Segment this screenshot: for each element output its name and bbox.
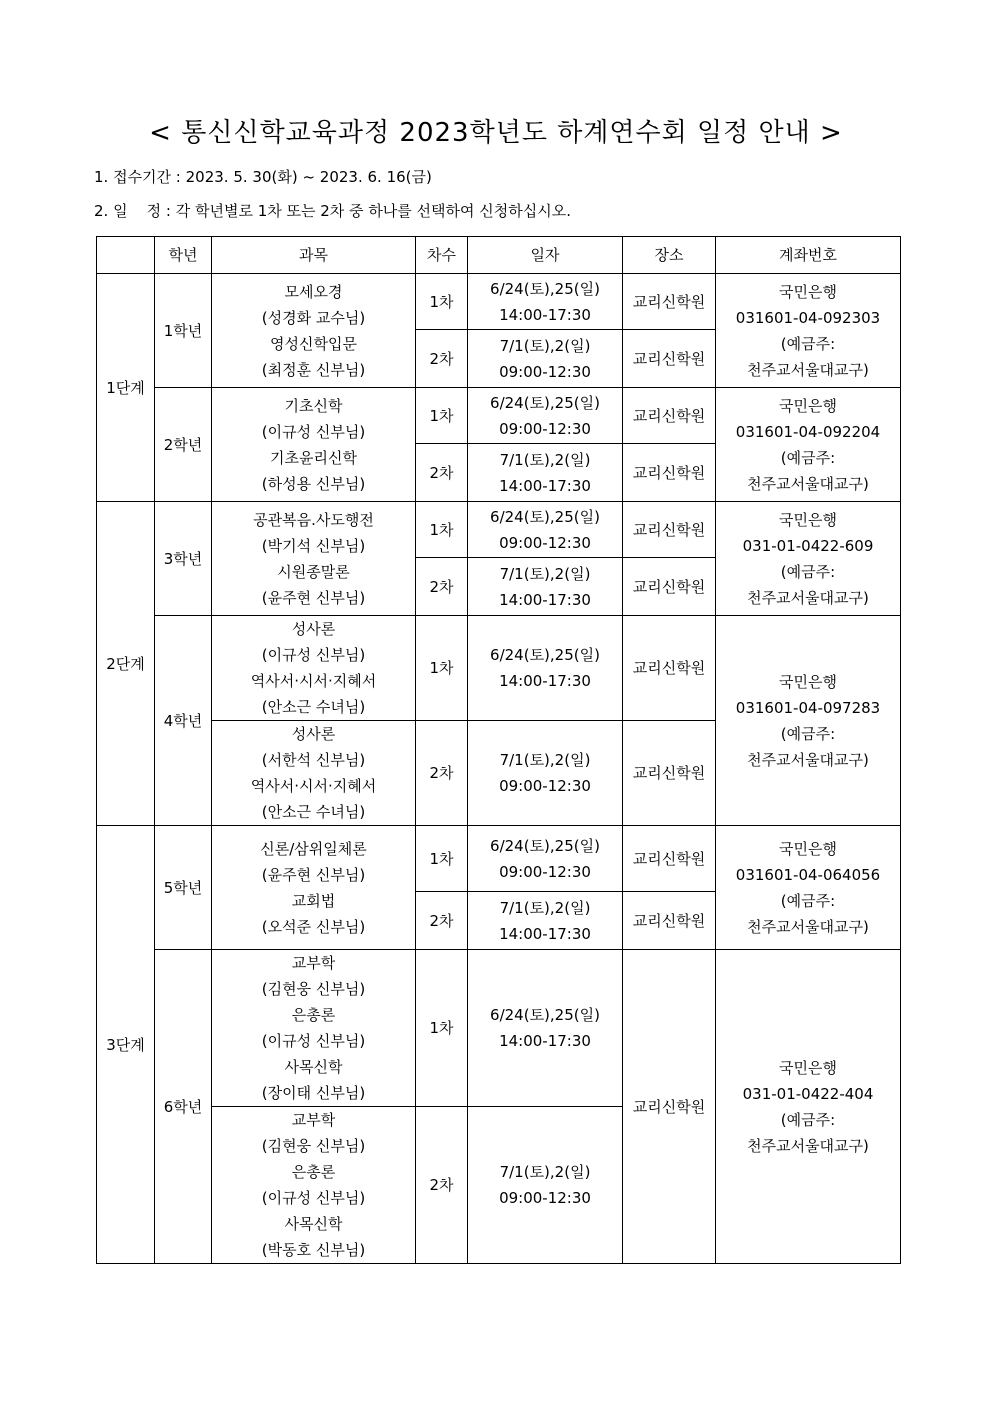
subject-line: 은총론 [291, 1006, 336, 1024]
header-row [97, 237, 901, 274]
subject-line: 성사론 [291, 620, 336, 638]
subject-cell [212, 388, 416, 502]
header-account: 계좌번호 [716, 237, 901, 274]
date-cell [468, 826, 623, 892]
subject-line: (김현웅 신부님) [261, 980, 366, 998]
subject-line: (성경화 교수님) [261, 308, 366, 327]
place-cell: 교리신학원 [623, 826, 716, 892]
grade-cell: 1학년 [155, 274, 212, 388]
grade-cell: 3학년 [155, 502, 212, 616]
table-row [97, 274, 901, 330]
date-line: 6/24(토),25(일) [490, 646, 600, 664]
round-cell: 2차 [416, 558, 468, 616]
round-cell: 1차 [416, 950, 468, 1107]
registration-period: 1. 접수기간 : 2023. 5. 30(화) ~ 2023. 6. 16(금) [94, 168, 432, 186]
place-cell: 교리신학원 [623, 892, 716, 950]
subject-cell [212, 826, 416, 950]
time-line: 09:00-12:30 [499, 362, 591, 381]
subject-line: (박동호 신부님) [261, 1241, 366, 1259]
subject-line: (이규성 신부님) [261, 1032, 366, 1050]
subject-line: (하성용 신부님) [261, 474, 366, 493]
header-grade: 학년 [155, 237, 212, 274]
date-cell [468, 721, 623, 826]
header-subject: 과목 [212, 237, 416, 274]
subject-cell [212, 274, 416, 388]
date-line: 6/24(토),25(일) [490, 1006, 600, 1024]
place-cell: 교리신학원 [623, 330, 716, 388]
account-holder: 천주교서울대교구) [747, 360, 869, 379]
time-line: 14:00-17:30 [499, 590, 591, 609]
round-cell: 1차 [416, 388, 468, 444]
page-title: < 통신신학교육과정 2023학년도 하계연수회 일정 안내 > [149, 118, 843, 148]
place-cell: 교리신학원 [623, 444, 716, 502]
subject-line: (윤주현 신부님) [261, 865, 366, 884]
place-cell: 교리신학원 [623, 502, 716, 558]
date-cell [468, 388, 623, 444]
date-line: 7/1(토),2(일) [499, 336, 591, 355]
time-line: 09:00-12:30 [499, 862, 591, 881]
subject-cell [212, 616, 416, 721]
date-cell [468, 1107, 623, 1264]
subject-line: (안소근 수녀님) [261, 803, 366, 821]
round-cell: 2차 [416, 892, 468, 950]
account-holder: (예금주: [780, 1110, 836, 1129]
bank-name: 국민은행 [779, 1058, 837, 1077]
time-line: 09:00-12:30 [499, 777, 591, 795]
date-cell [468, 616, 623, 721]
subject-line: 역사서·시서·지혜서 [250, 672, 377, 690]
header-round: 차수 [416, 237, 468, 274]
bank-name: 국민은행 [779, 282, 837, 301]
header-place: 장소 [623, 237, 716, 274]
subject-line: (장이태 신부님) [261, 1084, 366, 1102]
grade-cell: 4학년 [155, 616, 212, 826]
subject-line: 영성신학입문 [270, 334, 357, 353]
account-holder: 천주교서울대교구) [747, 588, 869, 607]
account-cell [716, 502, 901, 616]
account-holder: 천주교서울대교구) [747, 750, 869, 769]
subject-line: (이규성 신부님) [261, 422, 366, 441]
subject-line: (박기석 신부님) [261, 536, 366, 555]
grade-cell: 2학년 [155, 388, 212, 502]
subject-line: (이규성 신부님) [261, 646, 366, 664]
account-number: 031601-04-092204 [735, 422, 881, 441]
bank-name: 국민은행 [779, 672, 837, 691]
time-line: 09:00-12:30 [499, 533, 591, 552]
time-line: 14:00-17:30 [499, 672, 591, 690]
subject-line: 모세오경 [284, 282, 343, 301]
account-number: 031601-04-097283 [735, 698, 881, 717]
date-line: 6/24(토),25(일) [490, 393, 600, 412]
header-stage [97, 237, 155, 274]
subject-line: 교부학 [291, 954, 336, 972]
subject-line: (오석준 신부님) [261, 917, 366, 936]
date-cell [468, 950, 623, 1107]
account-cell [716, 826, 901, 950]
place-cell: 교리신학원 [623, 558, 716, 616]
subject-cell [212, 502, 416, 616]
place-cell: 교리신학원 [623, 721, 716, 826]
subject-line: 교부학 [291, 1111, 336, 1129]
subject-line: 시원종말론 [277, 562, 350, 581]
place-cell: 교리신학원 [623, 616, 716, 721]
date-line: 7/1(토),2(일) [499, 751, 591, 769]
table-row [97, 950, 901, 1107]
date-line: 7/1(토),2(일) [499, 450, 591, 469]
subject-line: (김현웅 신부님) [261, 1137, 366, 1155]
date-line: 7/1(토),2(일) [499, 898, 591, 917]
subject-line: (최정훈 신부님) [261, 360, 366, 379]
subject-line: (서한석 신부님) [261, 751, 366, 769]
account-cell [716, 274, 901, 388]
subject-line: (이규성 신부님) [261, 1189, 366, 1207]
table-row [97, 826, 901, 892]
round-cell: 2차 [416, 330, 468, 388]
subject-cell [212, 950, 416, 1107]
stage-cell: 3단계 [97, 826, 155, 1264]
bank-name: 국민은행 [779, 839, 837, 858]
round-cell: 1차 [416, 616, 468, 721]
date-line: 6/24(토),25(일) [490, 279, 600, 298]
round-cell: 1차 [416, 274, 468, 330]
account-holder: (예금주: [780, 724, 836, 743]
time-line: 14:00-17:30 [499, 476, 591, 495]
subject-line: 공관복음.사도행전 [253, 510, 374, 529]
time-line: 14:00-17:30 [499, 305, 591, 324]
account-number: 031-01-0422-404 [742, 1084, 874, 1103]
date-cell [468, 558, 623, 616]
subject-line: 성사론 [291, 725, 336, 743]
date-cell [468, 502, 623, 558]
account-holder: (예금주: [780, 562, 836, 581]
grade-cell: 5학년 [155, 826, 212, 950]
subject-line: (윤주현 신부님) [261, 588, 366, 607]
subject-line: 역사서·시서·지혜서 [250, 777, 377, 795]
table-row [97, 616, 901, 721]
time-line: 09:00-12:30 [499, 419, 591, 438]
subject-line: 은총론 [291, 1163, 336, 1181]
stage-cell: 1단계 [97, 274, 155, 502]
schedule-note: 2. 일 정 : 각 학년별로 1차 또는 2차 중 하나를 선택하여 신청하십시오. [94, 202, 571, 220]
subject-line: 사목신학 [284, 1058, 343, 1076]
schedule-table [96, 236, 901, 1264]
round-cell: 2차 [416, 444, 468, 502]
subject-line: (안소근 수녀님) [261, 698, 366, 716]
account-number: 031-01-0422-609 [742, 536, 874, 555]
round-cell: 2차 [416, 1107, 468, 1264]
subject-cell [212, 721, 416, 826]
account-cell [716, 388, 901, 502]
date-cell [468, 274, 623, 330]
account-holder: (예금주: [780, 448, 836, 467]
account-number: 031601-04-064056 [735, 865, 881, 884]
stage-cell: 2단계 [97, 502, 155, 826]
table-row [97, 502, 901, 558]
time-line: 09:00-12:30 [499, 1189, 591, 1207]
subject-line: 기초신학 [284, 396, 343, 415]
account-holder: 천주교서울대교구) [747, 917, 869, 936]
round-cell: 1차 [416, 826, 468, 892]
subject-line: 기초윤리신학 [270, 448, 357, 467]
account-number: 031601-04-092303 [735, 308, 881, 327]
time-line: 14:00-17:30 [499, 924, 591, 943]
account-holder: 천주교서울대교구) [747, 474, 869, 493]
date-line: 7/1(토),2(일) [499, 1163, 591, 1181]
date-line: 6/24(토),25(일) [490, 507, 600, 526]
date-line: 7/1(토),2(일) [499, 564, 591, 583]
account-cell [716, 616, 901, 826]
table-row [97, 388, 901, 444]
place-cell: 교리신학원 [623, 388, 716, 444]
place-cell: 교리신학원 [623, 950, 716, 1264]
time-line: 14:00-17:30 [499, 1032, 591, 1050]
bank-name: 국민은행 [779, 396, 837, 415]
account-holder: (예금주: [780, 334, 836, 353]
date-line: 6/24(토),25(일) [490, 836, 600, 855]
place-cell: 교리신학원 [623, 274, 716, 330]
grade-cell: 6학년 [155, 950, 212, 1264]
bank-name: 국민은행 [779, 510, 837, 529]
account-cell [716, 950, 901, 1264]
header-date: 일자 [468, 237, 623, 274]
subject-line: 교회법 [291, 891, 336, 910]
subject-line: 사목신학 [284, 1215, 343, 1233]
date-cell [468, 892, 623, 950]
subject-line: 신론/삼위일체론 [260, 839, 367, 858]
date-cell [468, 444, 623, 502]
subject-cell [212, 1107, 416, 1264]
round-cell: 2차 [416, 721, 468, 826]
account-holder: (예금주: [780, 891, 836, 910]
date-cell [468, 330, 623, 388]
round-cell: 1차 [416, 502, 468, 558]
account-holder: 천주교서울대교구) [747, 1136, 869, 1155]
